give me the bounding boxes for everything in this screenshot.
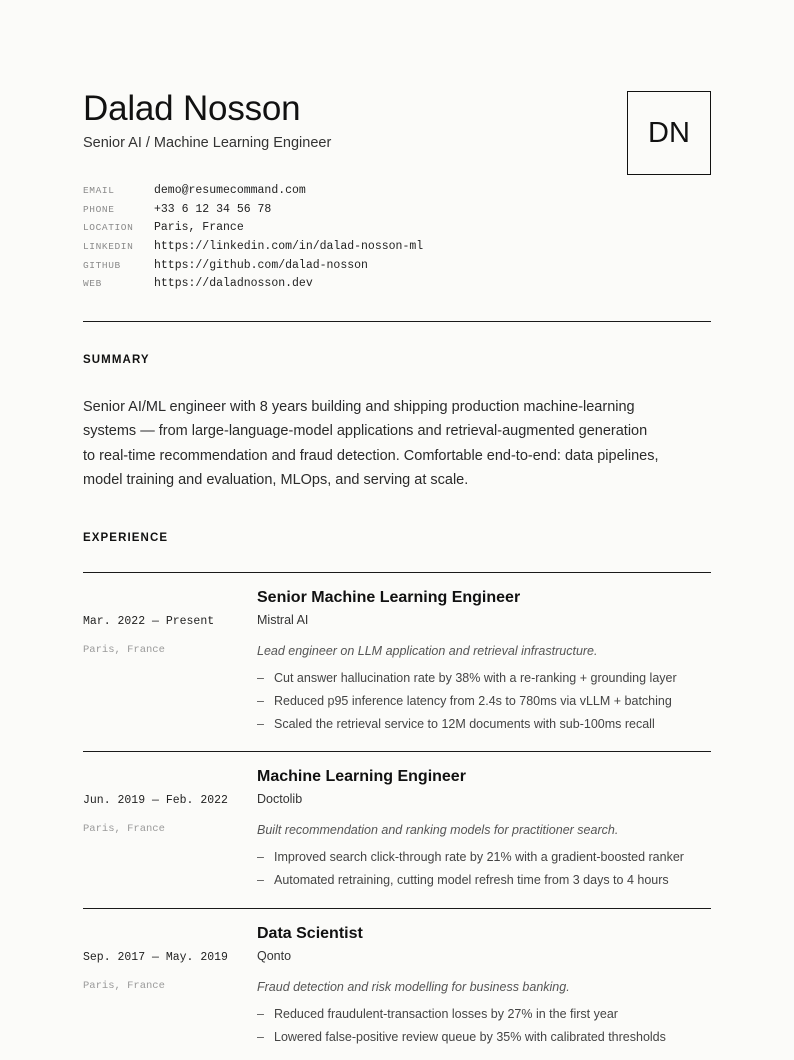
job-bullets (257, 846, 684, 891)
job-bullets (257, 667, 677, 735)
header-divider (83, 321, 711, 322)
contact-label: WEB (83, 278, 102, 290)
experience-heading: EXPERIENCE (83, 532, 169, 544)
job-description: Built recommendation and ranking models for practitioner search. (257, 823, 619, 837)
job-divider (83, 908, 711, 909)
job-location: Paris, France (83, 823, 165, 835)
job-description: Lead engineer on LLM application and retrieval infrastructure. (257, 644, 598, 658)
dash-icon: – (257, 716, 264, 731)
dash-icon: – (257, 850, 264, 865)
bullet-text: Improved search click-through rate by 21% with a gradient-boosted ranker (274, 850, 684, 865)
list-item (257, 667, 677, 690)
list-item (257, 712, 677, 735)
job-divider (83, 572, 711, 573)
bullet-text: Cut answer hallucination rate by 38% with a re-ranking + grounding layer (274, 671, 677, 686)
contact-label: PHONE (83, 203, 115, 215)
linkedin-link[interactable]: https://linkedin.com/in/dalad-nosson-ml (154, 239, 424, 253)
dash-icon: – (257, 671, 264, 686)
summary-text: Senior AI/ML engineer with 8 years building and shipping production machine-learning systems — from large-language-model applications and retrieval-augmented generation to real-time recommendation and fraud detection. Comfortable end-to-end: data pipelines, model training and evaluation, MLOps, and serving at scale. (83, 399, 659, 488)
job-description: Fraud detection and risk modelling for business banking. (257, 980, 570, 994)
job-title: Machine Learning Engineer (257, 768, 466, 785)
github-link[interactable]: https://github.com/dalad-nosson (154, 258, 368, 272)
dash-icon: – (257, 694, 264, 709)
contact-row-phone (83, 200, 423, 219)
contact-label: LOCATION (83, 222, 134, 234)
bullet-text: Reduced fraudulent-transaction losses by 27% in the first year (274, 1007, 618, 1022)
contact-row-linkedin (83, 237, 423, 256)
job-location: Paris, France (83, 644, 165, 656)
job-title: Data Scientist (257, 925, 363, 942)
list-item (257, 1026, 666, 1049)
bullet-text: Lowered false-positive review queue by 35% with calibrated thresholds (274, 1030, 666, 1045)
job-title: Senior Machine Learning Engineer (257, 589, 521, 606)
dash-icon: – (257, 1030, 264, 1045)
job-location: Paris, France (83, 980, 165, 992)
contact-label: EMAIL (83, 184, 115, 196)
location-value: Paris, France (154, 221, 244, 235)
job-company: Qonto (257, 949, 292, 963)
job-dates: Sep. 2017 — May. 2019 (83, 951, 228, 964)
contact-label: GITHUB (83, 259, 121, 271)
job-bullets (257, 1003, 666, 1048)
candidate-name: Dalad Nosson (83, 89, 301, 128)
contact-row-github (83, 256, 423, 275)
website-link[interactable]: https://daladnosson.dev (154, 277, 313, 291)
contact-row-web (83, 274, 423, 293)
contact-row-location (83, 218, 423, 237)
bullet-text: Reduced p95 inference latency from 2.4s to 780ms via vLLM + batching (274, 694, 672, 709)
monogram-badge: DN (627, 91, 711, 175)
contact-label: LINKEDIN (83, 240, 134, 252)
list-item (257, 1003, 666, 1026)
list-item (257, 869, 684, 892)
bullet-text: Scaled the retrieval service to 12M documents with sub-100ms recall (274, 716, 655, 731)
job-company: Doctolib (257, 792, 303, 806)
contact-row-email (83, 181, 423, 200)
job-company: Mistral AI (257, 613, 309, 627)
list-item (257, 846, 684, 869)
dash-icon: – (257, 873, 264, 888)
dash-icon: – (257, 1007, 264, 1022)
summary-heading: SUMMARY (83, 354, 150, 366)
phone-link[interactable]: +33 6 12 34 56 78 (154, 202, 272, 216)
bullet-text: Automated retraining, cutting model refresh time from 3 days to 4 hours (274, 873, 669, 888)
email-link[interactable]: demo@resumecommand.com (154, 183, 306, 197)
contact-list (83, 181, 423, 293)
candidate-headline: Senior AI / Machine Learning Engineer (83, 135, 332, 151)
job-dates: Jun. 2019 — Feb. 2022 (83, 794, 228, 807)
job-divider (83, 751, 711, 752)
job-dates: Mar. 2022 — Present (83, 615, 215, 628)
list-item (257, 690, 677, 713)
